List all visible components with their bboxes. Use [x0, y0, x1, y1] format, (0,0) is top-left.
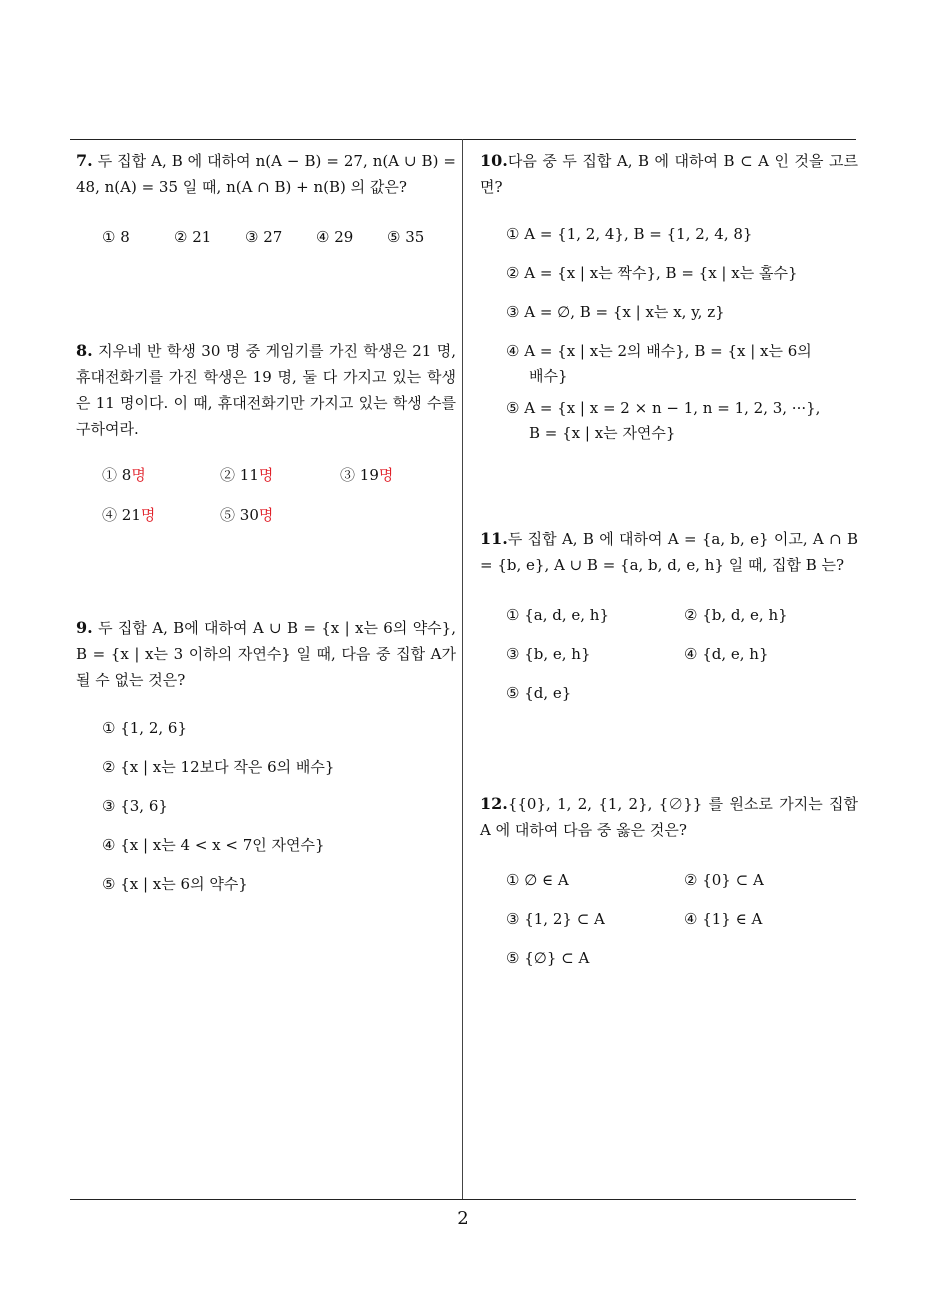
- q8-option-4-unit: 명: [140, 506, 156, 524]
- q12-option-4[interactable]: ④ {1} ∈ A: [684, 910, 763, 928]
- top-rule: [70, 139, 856, 140]
- q12-option-2[interactable]: ② {0} ⊂ A: [684, 871, 764, 889]
- q8-option-4[interactable]: [102, 504, 155, 526]
- question-8-body: 지우네 반 학생 30 명 중 게임기를 가진 학생은 21 명, 휴대전화기를 가진 학생은 19 명, 둘 다 가지고 있는 학생은 11 명이다. 이 때, 휴대전화기만 가지고 있는 학생 수를 구하여라.: [76, 342, 456, 438]
- question-8-text: [76, 338, 456, 442]
- q9-option-4[interactable]: ④ {x | x는 4 < x < 7인 자연수}: [102, 836, 325, 854]
- question-10-text: [480, 148, 858, 200]
- question-9: [76, 615, 456, 893]
- q10-option-5-cont: B = {x | x는 자연수}: [529, 424, 676, 442]
- q8-option-1-value: 8: [121, 466, 132, 484]
- question-11-number: 11.: [480, 529, 508, 548]
- q8-option-1-mark: ①: [102, 466, 118, 484]
- q8-option-4-mark: ④: [102, 506, 118, 524]
- q8-option-5-unit: 명: [258, 506, 274, 524]
- question-12-number: 12.: [480, 794, 508, 813]
- q8-option-3-mark: ③: [340, 466, 356, 484]
- question-8-number: 8.: [76, 341, 93, 360]
- question-10-body: 다음 중 두 집합 A, B 에 대하여 B ⊂ A 인 것을 고르면?: [480, 152, 858, 196]
- q8-option-2-unit: 명: [258, 466, 274, 484]
- q9-option-1[interactable]: ① {1, 2, 6}: [102, 719, 188, 737]
- q7-option-5[interactable]: ⑤ 35: [387, 228, 425, 246]
- q12-option-3[interactable]: ③ {1, 2} ⊂ A: [506, 910, 605, 928]
- page-number: 2: [457, 1208, 469, 1229]
- q11-option-4[interactable]: ④ {d, e, h}: [684, 645, 769, 663]
- question-11-body: 두 집합 A, B 에 대하여 A = {a, b, e} 이고, A ∩ B = {b, e}, A ∪ B = {a, b, d, e, h} 일 때, 집합 B 는?: [480, 530, 858, 574]
- q7-option-4[interactable]: ④ 29: [316, 228, 354, 246]
- q10-option-5[interactable]: ⑤ A = {x | x = 2 × n − 1, n = 1, 2, 3, ···},: [506, 399, 821, 417]
- column-divider: [462, 139, 463, 1200]
- q10-option-4-cont: 배수}: [529, 367, 568, 385]
- question-10-number: 10.: [480, 151, 508, 170]
- question-11-text: [480, 526, 858, 578]
- question-12-body: {{0}, 1, 2, {1, 2}, {∅}} 를 원소로 가지는 집합 A 에 대하여 다음 중 옳은 것은?: [480, 795, 858, 839]
- question-11: [480, 526, 858, 702]
- q12-option-5[interactable]: ⑤ {∅} ⊂ A: [506, 949, 590, 967]
- q11-option-3[interactable]: ③ {b, e, h}: [506, 645, 591, 663]
- q9-option-5[interactable]: ⑤ {x | x는 6의 약수}: [102, 875, 248, 893]
- q11-option-1[interactable]: ① {a, d, e, h}: [506, 606, 609, 624]
- q8-option-2[interactable]: [220, 464, 273, 486]
- q11-option-2[interactable]: ② {b, d, e, h}: [684, 606, 788, 624]
- q8-option-3-unit: 명: [378, 466, 394, 484]
- question-7-number: 7.: [76, 151, 93, 170]
- q8-option-2-value: 11: [239, 466, 259, 484]
- question-10: [480, 148, 858, 442]
- q8-option-3[interactable]: [340, 464, 393, 486]
- q8-option-5[interactable]: [220, 504, 273, 526]
- question-12: [480, 791, 858, 967]
- question-9-text: [76, 615, 456, 693]
- question-7: [76, 148, 456, 246]
- q9-option-2[interactable]: ② {x | x는 12보다 작은 6의 배수}: [102, 758, 335, 776]
- q8-option-3-value: 19: [359, 466, 379, 484]
- question-7-body: 두 집합 A, B 에 대하여 n(A − B) = 27, n(A ∪ B) = 48, n(A) = 35 일 때, n(A ∩ B) + n(B) 의 값은?: [76, 152, 456, 196]
- question-9-number: 9.: [76, 618, 93, 637]
- q7-option-3[interactable]: ③ 27: [245, 228, 283, 246]
- question-9-body: 두 집합 A, B에 대하여 A ∪ B = {x | x는 6의 약수}, B = {x | x는 3 이하의 자연수} 일 때, 다음 중 집합 A가 될 수 없는 것은?: [76, 619, 456, 689]
- q7-option-2[interactable]: ② 21: [174, 228, 212, 246]
- question-12-text: [480, 791, 858, 843]
- q8-option-5-mark: ⑤: [220, 506, 236, 524]
- q8-option-1-unit: 명: [131, 466, 146, 484]
- q8-option-5-value: 30: [239, 506, 259, 524]
- q9-option-3[interactable]: ③ {3, 6}: [102, 797, 168, 815]
- q12-option-1[interactable]: ① ∅ ∈ A: [506, 871, 569, 889]
- q8-option-2-mark: ②: [220, 466, 236, 484]
- q7-option-1[interactable]: ① 8: [102, 228, 130, 246]
- question-7-text: [76, 148, 456, 200]
- question-8: [76, 338, 456, 524]
- bottom-rule: [70, 1199, 856, 1200]
- q10-option-4[interactable]: ④ A = {x | x는 2의 배수}, B = {x | x는 6의: [506, 342, 812, 360]
- q10-option-3[interactable]: ③ A = ∅, B = {x | x는 x, y, z}: [506, 303, 725, 321]
- q11-option-5[interactable]: ⑤ {d, e}: [506, 684, 572, 702]
- q10-option-2[interactable]: ② A = {x | x는 짝수}, B = {x | x는 홀수}: [506, 264, 798, 282]
- q8-option-1[interactable]: [102, 464, 146, 486]
- q8-option-4-value: 21: [121, 506, 141, 524]
- q10-option-1[interactable]: ① A = {1, 2, 4}, B = {1, 2, 4, 8}: [506, 225, 753, 243]
